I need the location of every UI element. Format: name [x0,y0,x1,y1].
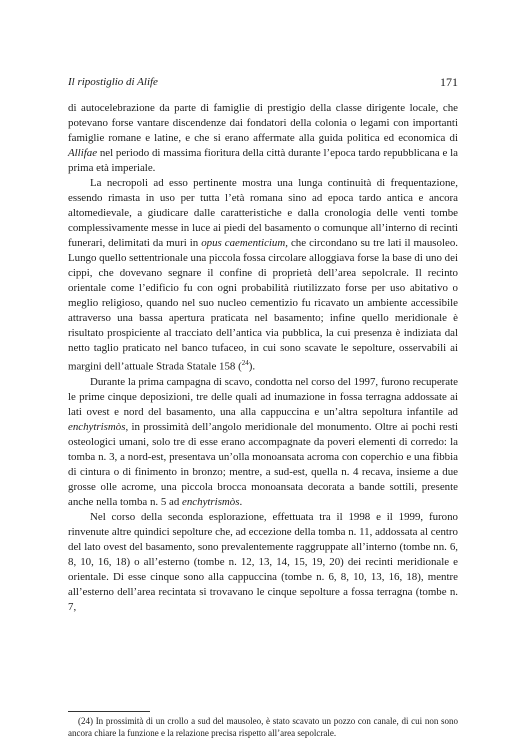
italic-term: opus caementicium [201,237,286,249]
page-number: 171 [440,75,458,89]
italic-term: enchytrismòs [182,495,240,508]
running-title: Il ripostiglio di Alife [68,76,158,88]
body-paragraph [68,101,458,176]
footnote-number: (24) [78,716,93,726]
running-header [68,76,458,92]
paragraph-text: , che circondano su tre lati il mausoleo. Lungo quello settentrionale una piccola fossa circolare alloggiava forse la base di uno dei cippi, che dovevano segnare il confine di proprietà dell’area sepolcrale. Il recinto orientale come l’edificio fu con ogni probabilità riutilizzato forse per uso abitativo o meglio religioso, quando nel suo nucleo cementizio fu ricavato un ambiente accessibile attraverso una bassa apertura praticata nel basamento; infine quello meridionale è risultato prospiciente al tracciato dell’antica via pubblica, la cui presenza è indiziata dal netto taglio praticato nel banco tufaceo, in cui sono scavate le sepolture, osservabili ai margini dell’attuale Strada Statale 158 ( [68,237,458,373]
paragraph-text: La necropoli ad esso pertinente mostra una lunga continuità di frequentazione, essendo rimasta in uso per tutta l’età romana sino ad epoca tardo antica e ancora altomedievale, a giudicare dalle caratteristiche e dalla cronologia delle venti tombe complessivamente messe in luce ai piedi del basamento o comunque all’interno di recinti funerari, delimitati da muri in [68,177,458,249]
body-paragraph [68,176,458,375]
body-paragraph [68,510,458,615]
italic-term: enchytrismòs [68,420,126,433]
footnote-text: In prossimità di un crollo a sud del mausoleo, è stato scavato un pozzo con canale, di cui non sono ancora chiare la funzione e la relazione precisa rispetto all’area sepolcrale. [68,716,459,738]
paragraph-text: ). [248,360,256,373]
paragraph-text: Durante la prima campagna di scavo, condotta nel corso del 1997, furono recuperate le prime cinque deposizioni, tre delle quali ad inumazione in fossa terragna addossate ai lati ovest e nord del basamento, una alla cappuccina e un’altra sepoltura infantile ad [68,375,458,418]
paragraph-text: Nel corso della seconda esplorazione, effettuata tra il 1998 e il 1999, furono rinvenute altre quindici sepolture che, ad eccezione della tomba n. 11, addossata al centro del lato ovest del basamento, sono prevalentemente raggruppate all’interno (tombe nn. 6, 8, 10, 16, 18) o all’esterno (tombe n. 12, 13, 14, 15, 19, 20) dei recinti meridionale e orientale. Di esse cinque sono alla cappuccina (tombe n. 6, 8, 10, 13, 16, 18), mentre all’esterno dell’area recintata si trovavano le cinque sepolture a fossa terragna (tombe n. 7, [68,510,458,613]
body-paragraph [68,375,458,510]
paragraph-text: , in prossimità dell’angolo meridionale del monumento. Oltre ai pochi resti osteologici umani, solo tre di esse erano accompagnate da poveri elementi di corredo: la tomba n. 3, a nord-est, presentava un’olla monoansata acroma con coperchio e una fibbia di cintura o di finimento in bronzo; mentre, a sud-est, quella n. 4 recava, insieme a due grosse olle acrome, una piccola brocca monoansata decorata a bande sottili, presente anche nella tomba n. 5 ad [68,420,458,508]
paragraph-text: . [239,495,243,508]
body-text [68,101,458,615]
footnote [68,715,458,739]
footnote-reference: 24 [241,359,249,367]
italic-term: Allifae [68,147,98,159]
paragraph-text: nel periodo di massima fioritura della città durante l’epoca tardo repubblicana e la prima età imperiale. [68,147,458,174]
footnote-rule [68,711,150,712]
paragraph-text: di autocelebrazione da parte di famiglie di prestigio della classe dirigente locale, che potevano forse vantare discendenze dai fondatori della colonia o legami con importanti famiglie romane e latine, e che si erano affermate alla guida politica ed economica di [68,102,458,144]
